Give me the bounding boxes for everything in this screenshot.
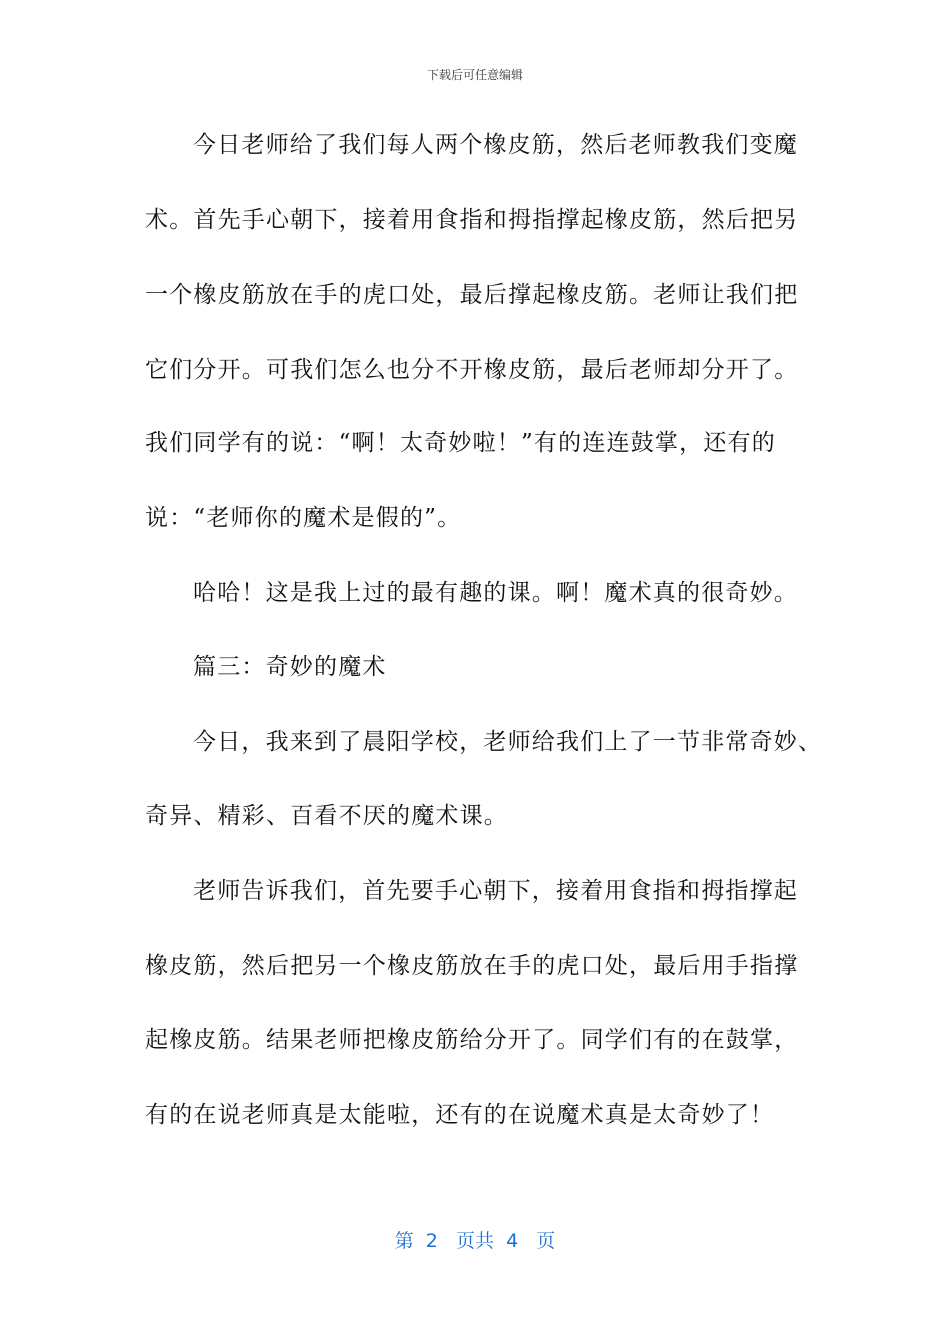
paragraph-line: 起橡皮筋。结果老师把橡皮筋给分开了。同学们有的在鼓掌， [145, 1027, 799, 1053]
paragraph-line: 老师告诉我们，首先要手心朝下，接着用食指和拇指撑起 [193, 878, 798, 904]
paragraph-line: 我们同学有的说：“啊！太奇妙啦！”有的连连鼓掌，还有的 [145, 430, 776, 456]
paragraph-line: 哈哈！这是我上过的最有趣的课。啊！魔术真的很奇妙。 [193, 580, 798, 606]
paragraph-line: 一个橡皮筋放在手的虎口处，最后撑起橡皮筋。老师让我们把 [145, 282, 799, 308]
paragraph-line: 奇异、精彩、百看不厌的魔术课。 [145, 803, 508, 829]
paragraph-line: 有的在说老师真是太能啦，还有的在说魔术真是太奇妙了！ [145, 1102, 775, 1128]
paragraph-line: 说：“老师你的魔术是假的”。 [145, 505, 462, 531]
paragraph-line: 今日，我来到了晨阳学校，老师给我们上了一节非常奇妙、 [193, 729, 823, 755]
paragraph-line: 术。首先手心朝下，接着用食指和拇指撑起橡皮筋，然后把另 [145, 207, 799, 233]
paragraph-line: 今日老师给了我们每人两个橡皮筋，然后老师教我们变魔 [193, 132, 798, 158]
page-header: 下载后可任意编辑 [426, 68, 523, 82]
section-heading: 篇三：奇妙的魔术 [193, 654, 387, 680]
paragraph-line: 它们分开。可我们怎么也分不开橡皮筋，最后老师却分开了。 [145, 357, 799, 383]
paragraph-line: 橡皮筋，然后把另一个橡皮筋放在手的虎口处，最后用手指撑 [145, 953, 799, 979]
page-number-footer: 第 2 页共 4 页 [394, 1230, 556, 1252]
